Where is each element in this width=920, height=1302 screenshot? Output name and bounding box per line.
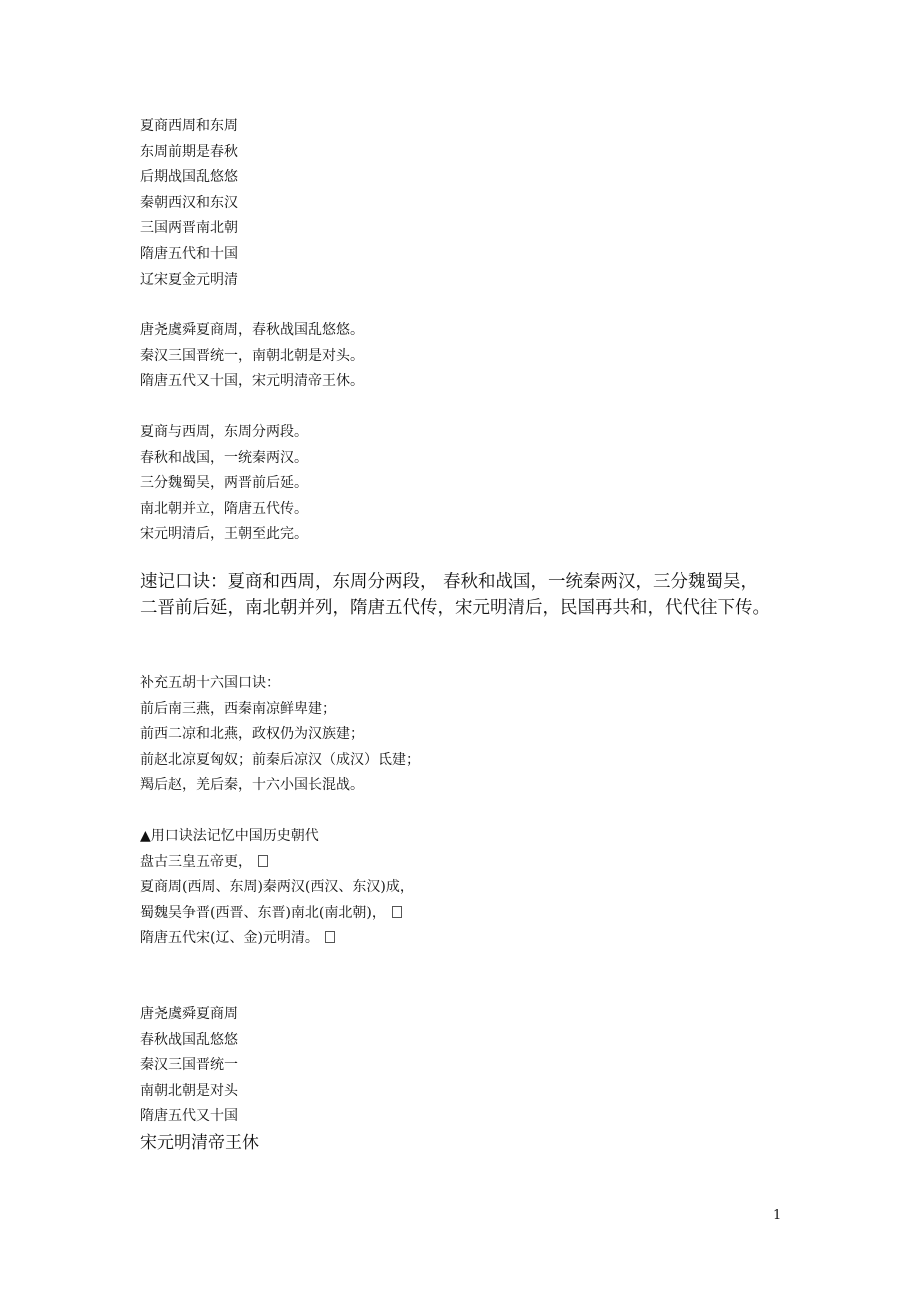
verse-line: 南北朝并立，隋唐五代传。 xyxy=(140,500,308,517)
missing-glyph-icon xyxy=(258,855,268,867)
quick-memory-mnemonic xyxy=(140,569,770,621)
verse-line: 三分魏蜀吴，两晋前后延。 xyxy=(140,475,308,492)
verse-line: 夏商西周和东周 xyxy=(140,118,238,134)
missing-glyph-icon xyxy=(392,906,402,918)
dynasty-verse-3 xyxy=(140,420,308,548)
verse-line: 辽宋夏金元明清 xyxy=(140,271,238,288)
verse-line: 前赵北凉夏匈奴；前秦后凉汉（成汉）氐建； xyxy=(140,751,420,768)
verse-line: 秦汉三国晋统一 xyxy=(140,1057,238,1074)
verse-line: 前西二凉和北燕，政权仍为汉族建； xyxy=(140,726,364,743)
verse-line: 唐尧虞舜夏商周，春秋战国乱悠悠。 xyxy=(140,322,364,338)
verse-line: 后期战国乱悠悠 xyxy=(140,169,238,186)
verse-line xyxy=(140,926,414,952)
verse-line: 秦汉三国晋统一，南朝北朝是对头。 xyxy=(140,347,364,364)
verse-line: 南朝北朝是对头 xyxy=(140,1082,238,1099)
verse-line: 隋唐五代和十国 xyxy=(140,245,238,262)
sixteen-kingdoms-mnemonic xyxy=(140,671,420,799)
verse-line: 隋唐五代又十国，宋元明清帝王休。 xyxy=(140,373,364,390)
verse-line: 宋元明清后，王朝至此完。 xyxy=(140,526,308,543)
missing-glyph-icon xyxy=(325,931,335,943)
verse-line: 羯后赵，羌后秦，十六小国长混战。 xyxy=(140,777,364,794)
verse-line: 东周前期是春秋 xyxy=(140,143,238,160)
dynasty-verse-2 xyxy=(140,318,364,395)
dynasty-verse-4 xyxy=(140,1002,259,1156)
verse-line xyxy=(140,901,414,927)
verse-line: 前后南三燕，西秦南凉鲜卑建； xyxy=(140,700,336,717)
verse-line: 夏商与西周，东周分两段。 xyxy=(140,424,308,440)
dynasty-memory-method xyxy=(140,824,414,952)
verse-line: 宋元明清帝王休 xyxy=(140,1132,259,1153)
verse-line: 隋唐五代又十国 xyxy=(140,1108,238,1125)
verse-text: 蜀魏吴争晋(西晋、东晋)南北(南北朝)， xyxy=(140,904,386,921)
verse-text: 盘古三皇五帝更， xyxy=(140,853,252,870)
verse-line: 夏商周(西周、东周)秦两汉(西汉、东汉)成， xyxy=(140,879,414,896)
verse-line: 唐尧虞舜夏商周 xyxy=(140,1006,238,1022)
section-heading: ▲用口诀法记忆中国历史朝代 xyxy=(140,828,319,844)
mnemonic-line: 二晋前后延，南北朝并列，隋唐五代传，宋元明清后，民国再共和，代代往下传。 xyxy=(140,598,770,618)
mnemonic-heading: 补充五胡十六国口诀： xyxy=(140,675,280,691)
dynasty-verse-1 xyxy=(140,114,238,293)
verse-line: 三国两晋南北朝 xyxy=(140,220,238,237)
verse-line xyxy=(140,850,414,876)
verse-text: 隋唐五代宋(辽、金)元明清。 xyxy=(140,930,319,947)
verse-line: 秦朝西汉和东汉 xyxy=(140,194,238,211)
verse-line: 春秋和战国，一统秦两汉。 xyxy=(140,449,308,466)
page-number: 1 xyxy=(773,1208,782,1223)
verse-line: 春秋战国乱悠悠 xyxy=(140,1031,238,1048)
mnemonic-line: 速记口诀：夏商和西周，东周分两段， 春秋和战国，一统秦两汉，三分魏蜀吴， xyxy=(140,572,759,592)
